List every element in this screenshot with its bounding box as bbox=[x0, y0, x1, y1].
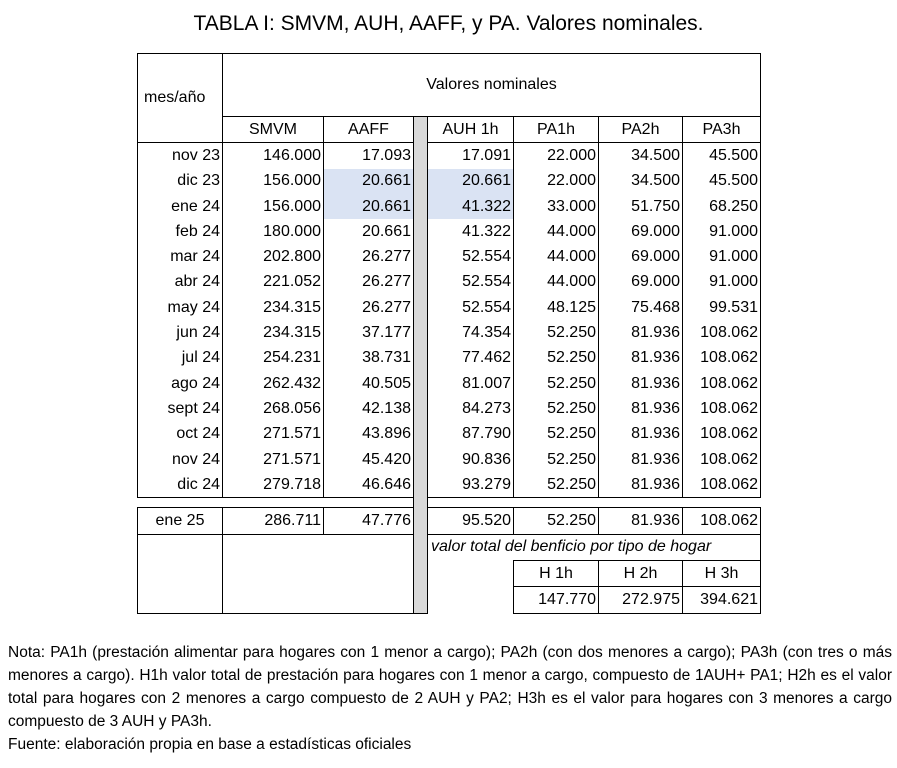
table-cell: 52.250 bbox=[514, 447, 599, 472]
empty-cell bbox=[428, 561, 514, 614]
table-cell: 52.250 bbox=[514, 472, 599, 498]
table-cell: 52.554 bbox=[428, 295, 514, 320]
table-cell: 108.062 bbox=[683, 320, 761, 345]
table-cell: 81.936 bbox=[599, 346, 683, 371]
table-cell: 81.936 bbox=[599, 371, 683, 396]
table-cell: 221.052 bbox=[223, 270, 324, 295]
table-cell: 75.468 bbox=[599, 295, 683, 320]
table-cell: 47.776 bbox=[324, 508, 414, 534]
table-cell: 286.711 bbox=[223, 508, 324, 534]
table-cell: 81.936 bbox=[599, 422, 683, 447]
col-header-aaff: AAFF bbox=[324, 117, 414, 143]
table-cell: 108.062 bbox=[683, 371, 761, 396]
table-cell: 22.000 bbox=[514, 169, 599, 194]
table-cell: 17.093 bbox=[324, 143, 414, 169]
table-cell: 45.420 bbox=[324, 447, 414, 472]
table-cell: 95.520 bbox=[428, 508, 514, 534]
header-row-columns bbox=[138, 117, 761, 143]
row-label: may 24 bbox=[138, 295, 223, 320]
column-separator bbox=[414, 346, 428, 371]
table-cell: 81.936 bbox=[599, 447, 683, 472]
table-cell: 45.500 bbox=[683, 169, 761, 194]
col-header-auh: AUH 1h bbox=[428, 117, 514, 143]
table-cell: 87.790 bbox=[428, 422, 514, 447]
table-cell: 202.800 bbox=[223, 244, 324, 269]
table-cell: 42.138 bbox=[324, 396, 414, 421]
table-cell: 48.125 bbox=[514, 295, 599, 320]
table-row bbox=[138, 219, 761, 244]
table-cell: 99.531 bbox=[683, 295, 761, 320]
column-separator bbox=[414, 270, 428, 295]
table-cell: 69.000 bbox=[599, 219, 683, 244]
col-header-pa3h: PA3h bbox=[683, 117, 761, 143]
table-cell: 81.936 bbox=[599, 508, 683, 534]
table-cell: 91.000 bbox=[683, 219, 761, 244]
table-cell: 180.000 bbox=[223, 219, 324, 244]
row-header: mes/año bbox=[138, 54, 223, 143]
table-cell: 44.000 bbox=[514, 270, 599, 295]
table-cell: 84.273 bbox=[428, 396, 514, 421]
table-title: TABLA I: SMVM, AUH, AAFF, y PA. Valores nominales. bbox=[193, 12, 704, 35]
benefit-header: H 3h bbox=[683, 561, 761, 587]
empty-cell bbox=[223, 534, 414, 613]
table-cell: 91.000 bbox=[683, 244, 761, 269]
table-cell: 254.231 bbox=[223, 346, 324, 371]
table-row bbox=[138, 508, 761, 534]
row-label: ago 24 bbox=[138, 371, 223, 396]
table-cell: 268.056 bbox=[223, 396, 324, 421]
row-label: mar 24 bbox=[138, 244, 223, 269]
table-cell: 271.571 bbox=[223, 447, 324, 472]
table-cell: 156.000 bbox=[223, 169, 324, 194]
column-separator bbox=[414, 320, 428, 345]
source-text: Fuente: elaboración propia en base a estadísticas oficiales bbox=[8, 736, 412, 753]
table-cell: 33.000 bbox=[514, 194, 599, 219]
table-row bbox=[138, 270, 761, 295]
table-cell: 37.177 bbox=[324, 320, 414, 345]
table-cell: 52.250 bbox=[514, 508, 599, 534]
benefit-value: 272.975 bbox=[599, 587, 683, 613]
table-cell: 81.007 bbox=[428, 371, 514, 396]
row-label: jul 24 bbox=[138, 346, 223, 371]
table-cell: 108.062 bbox=[683, 422, 761, 447]
row-label: jun 24 bbox=[138, 320, 223, 345]
row-label: nov 23 bbox=[138, 143, 223, 169]
table-row bbox=[138, 244, 761, 269]
table-cell: 108.062 bbox=[683, 447, 761, 472]
row-label: dic 23 bbox=[138, 169, 223, 194]
row-label: nov 24 bbox=[138, 447, 223, 472]
column-separator bbox=[414, 117, 428, 143]
table-cell: 44.000 bbox=[514, 219, 599, 244]
table-cell: 20.661 bbox=[324, 194, 414, 219]
table-row bbox=[138, 143, 761, 169]
table-row bbox=[138, 194, 761, 219]
spacer-cell bbox=[138, 498, 414, 508]
benefit-header: H 1h bbox=[514, 561, 599, 587]
table-cell: 34.500 bbox=[599, 143, 683, 169]
table-cell: 69.000 bbox=[599, 270, 683, 295]
table-cell: 108.062 bbox=[683, 396, 761, 421]
column-separator bbox=[414, 244, 428, 269]
table-row bbox=[138, 346, 761, 371]
group-header: Valores nominales bbox=[223, 54, 761, 117]
spacer-row bbox=[138, 498, 761, 508]
benefit-value: 394.621 bbox=[683, 587, 761, 613]
table-cell: 26.277 bbox=[324, 244, 414, 269]
table-cell: 52.250 bbox=[514, 396, 599, 421]
table-cell: 45.500 bbox=[683, 143, 761, 169]
table-cell: 20.661 bbox=[324, 219, 414, 244]
table-cell: 271.571 bbox=[223, 422, 324, 447]
column-separator bbox=[414, 169, 428, 194]
table-row bbox=[138, 447, 761, 472]
col-header-smvm: SMVM bbox=[223, 117, 324, 143]
table-row bbox=[138, 422, 761, 447]
table-cell: 279.718 bbox=[223, 472, 324, 498]
table-cell: 93.279 bbox=[428, 472, 514, 498]
benefit-title: valor total del benficio por tipo de hogar bbox=[428, 534, 761, 560]
table-cell: 38.731 bbox=[324, 346, 414, 371]
table-row bbox=[138, 169, 761, 194]
footnote bbox=[8, 641, 892, 756]
spacer-cell bbox=[428, 498, 761, 508]
table-cell: 52.250 bbox=[514, 346, 599, 371]
column-separator bbox=[414, 508, 428, 534]
row-label: dic 24 bbox=[138, 472, 223, 498]
table-cell: 43.896 bbox=[324, 422, 414, 447]
table-cell: 91.000 bbox=[683, 270, 761, 295]
col-header-pa2h: PA2h bbox=[599, 117, 683, 143]
column-separator bbox=[414, 534, 428, 613]
table-cell: 34.500 bbox=[599, 169, 683, 194]
row-label: abr 24 bbox=[138, 270, 223, 295]
row-label: ene 25 bbox=[138, 508, 223, 534]
table-row bbox=[138, 320, 761, 345]
table-cell: 81.936 bbox=[599, 472, 683, 498]
col-header-pa1h: PA1h bbox=[514, 117, 599, 143]
table-cell: 52.250 bbox=[514, 371, 599, 396]
table-cell: 52.250 bbox=[514, 320, 599, 345]
table-cell: 22.000 bbox=[514, 143, 599, 169]
row-label: feb 24 bbox=[138, 219, 223, 244]
table-cell: 90.836 bbox=[428, 447, 514, 472]
table-cell: 69.000 bbox=[599, 244, 683, 269]
header-row-top bbox=[138, 54, 761, 117]
table-cell: 81.936 bbox=[599, 396, 683, 421]
benefit-title-row bbox=[138, 534, 761, 560]
column-separator bbox=[414, 472, 428, 498]
table-cell: 26.277 bbox=[324, 295, 414, 320]
row-label: oct 24 bbox=[138, 422, 223, 447]
column-separator bbox=[414, 143, 428, 169]
table-cell: 52.250 bbox=[514, 422, 599, 447]
table-row bbox=[138, 371, 761, 396]
table-row bbox=[138, 295, 761, 320]
column-separator bbox=[414, 422, 428, 447]
column-separator bbox=[414, 194, 428, 219]
table-cell: 41.322 bbox=[428, 194, 514, 219]
column-separator bbox=[414, 396, 428, 421]
table-cell: 26.277 bbox=[324, 270, 414, 295]
column-separator bbox=[414, 295, 428, 320]
table-cell: 46.646 bbox=[324, 472, 414, 498]
empty-cell bbox=[138, 534, 223, 613]
values-table bbox=[137, 53, 761, 614]
benefit-value: 147.770 bbox=[514, 587, 599, 613]
table-cell: 146.000 bbox=[223, 143, 324, 169]
column-separator bbox=[414, 447, 428, 472]
table-cell: 20.661 bbox=[324, 169, 414, 194]
table-cell: 41.322 bbox=[428, 219, 514, 244]
table-cell: 108.062 bbox=[683, 472, 761, 498]
table-cell: 108.062 bbox=[683, 346, 761, 371]
column-separator bbox=[414, 371, 428, 396]
row-label: ene 24 bbox=[138, 194, 223, 219]
table-cell: 40.505 bbox=[324, 371, 414, 396]
column-separator bbox=[414, 219, 428, 244]
table-cell: 262.432 bbox=[223, 371, 324, 396]
row-label: sept 24 bbox=[138, 396, 223, 421]
table-cell: 156.000 bbox=[223, 194, 324, 219]
note-text: Nota: PA1h (prestación alimentar para hogares con 1 menor a cargo); PA2h (con dos menores a cargo); PA3h (con tres o más menores a cargo). H1h valor total de prestación para hogares con 1 menor a cargo, compuesto de 1AUH+ PA1; H2h es el valor total para hogares con 2 menores a cargo compuesto de 2 AUH y PA2; H3h es el valor para hogares con 3 menores a cargo compuesto de 3 AUH y PA3h. bbox=[8, 644, 892, 730]
table-cell: 234.315 bbox=[223, 320, 324, 345]
table-cell: 52.554 bbox=[428, 270, 514, 295]
table-cell: 51.750 bbox=[599, 194, 683, 219]
table-row bbox=[138, 396, 761, 421]
table-cell: 74.354 bbox=[428, 320, 514, 345]
table-cell: 108.062 bbox=[683, 508, 761, 534]
table-cell: 234.315 bbox=[223, 295, 324, 320]
table-cell: 68.250 bbox=[683, 194, 761, 219]
table-cell: 20.661 bbox=[428, 169, 514, 194]
table-cell: 52.554 bbox=[428, 244, 514, 269]
column-separator bbox=[414, 498, 428, 508]
table-cell: 81.936 bbox=[599, 320, 683, 345]
table-cell: 17.091 bbox=[428, 143, 514, 169]
table-row bbox=[138, 472, 761, 498]
table-cell: 77.462 bbox=[428, 346, 514, 371]
table-cell: 44.000 bbox=[514, 244, 599, 269]
benefit-header: H 2h bbox=[599, 561, 683, 587]
